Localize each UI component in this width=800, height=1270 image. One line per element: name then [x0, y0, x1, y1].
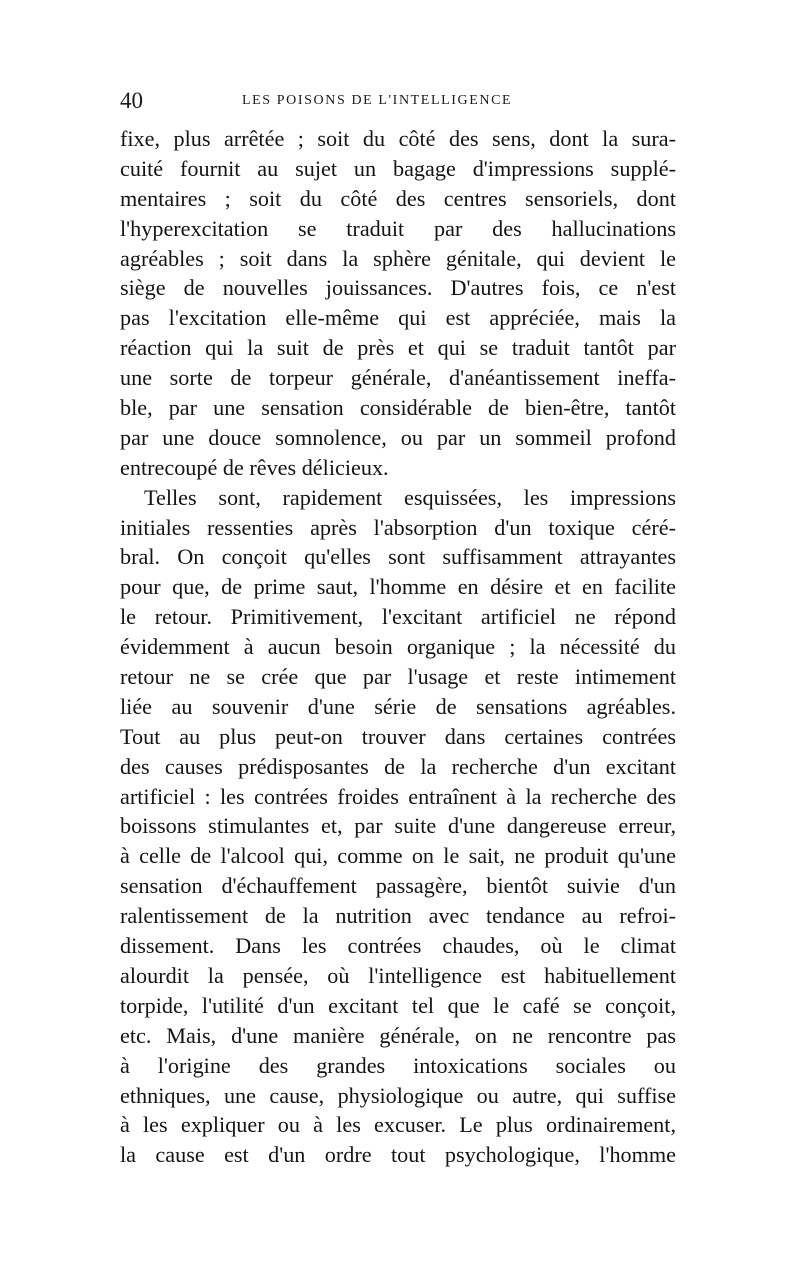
- text-line: ralentissement de la nutrition avec tendance au refroi-: [120, 903, 676, 929]
- text-line: pas l'excitation elle-même qui est appréciée, mais la: [120, 305, 676, 331]
- text-line: Telles sont, rapidement esquissées, les impressions: [144, 484, 676, 510]
- text-line: l'hyperexcitation se traduit par des hallucinations: [120, 215, 676, 241]
- text-line: siège de nouvelles jouissances. D'autres fois, ce n'est: [120, 275, 676, 301]
- text-line: liée au souvenir d'une série de sensations agréables.: [120, 693, 676, 719]
- text-line: fixe, plus arrêtée ; soit du côté des sens, dont la sura-: [120, 126, 676, 151]
- running-head: LES POISONS DE L'INTELLIGENCE: [242, 93, 513, 108]
- text-line: sensation d'échauffement passagère, bientôt suivie d'un: [120, 873, 676, 899]
- text-line: évidemment à aucun besoin organique ; la nécessité du: [120, 634, 676, 660]
- text-line: cuité fournit au sujet un bagage d'impressions supplé-: [120, 155, 676, 181]
- text-line: torpide, l'utilité d'un excitant tel que le café se conçoit,: [120, 992, 676, 1018]
- text-line: initiales ressenties après l'absorption d'un toxique céré-: [120, 514, 676, 540]
- text-line: alourdit la pensée, où l'intelligence est habituellement: [120, 962, 676, 988]
- text-line: ethniques, une cause, physiologique ou autre, qui suffise: [120, 1082, 676, 1108]
- text-line: dissement. Dans les contrées chaudes, où le climat: [120, 933, 676, 959]
- paragraph: [120, 124, 676, 483]
- text-line: agréables ; soit dans la sphère génitale, qui devient le: [120, 245, 676, 271]
- text-line: à celle de l'alcool qui, comme on le sait, ne produit qu'une: [120, 843, 676, 869]
- text-line: bral. On conçoit qu'elles sont suffisamment attrayantes: [120, 544, 676, 570]
- body-text: [120, 124, 676, 1170]
- text-line: des causes prédisposantes de la recherche d'un excitant: [120, 753, 676, 779]
- text-line: une sorte de torpeur générale, d'anéantissement ineffa-: [120, 365, 676, 391]
- page-number: 40: [120, 88, 143, 113]
- text-line: pour que, de prime saut, l'homme en désire et en facilite: [120, 574, 676, 600]
- text-line: mentaires ; soit du côté des centres sensoriels, dont: [120, 185, 676, 211]
- text-line: réaction qui la suit de près et qui se traduit tantôt par: [120, 335, 676, 361]
- paragraph: [120, 483, 676, 1170]
- text-line: entrecoupé de rêves délicieux.: [120, 454, 389, 480]
- text-line: artificiel : les contrées froides entraînent à la recherche des: [120, 783, 676, 809]
- text-line: la cause est d'un ordre tout psychologique, l'homme: [120, 1142, 676, 1168]
- text-line: retour ne se crée que par l'usage et reste intimement: [120, 664, 676, 690]
- text-line: le retour. Primitivement, l'excitant artificiel ne répond: [120, 604, 676, 630]
- text-line: à l'origine des grandes intoxications sociales ou: [120, 1052, 676, 1078]
- text-line: etc. Mais, d'une manière générale, on ne rencontre pas: [120, 1022, 676, 1048]
- text-line: ble, par une sensation considérable de bien-être, tantôt: [120, 395, 676, 421]
- text-line: boissons stimulantes et, par suite d'une dangereuse erreur,: [120, 813, 676, 839]
- text-line: par une douce somnolence, ou par un sommeil profond: [120, 424, 676, 450]
- text-line: Tout au plus peut-on trouver dans certaines contrées: [120, 723, 676, 749]
- text-line: à les expliquer ou à les excuser. Le plus ordinairement,: [120, 1112, 676, 1138]
- page-header: [120, 88, 676, 118]
